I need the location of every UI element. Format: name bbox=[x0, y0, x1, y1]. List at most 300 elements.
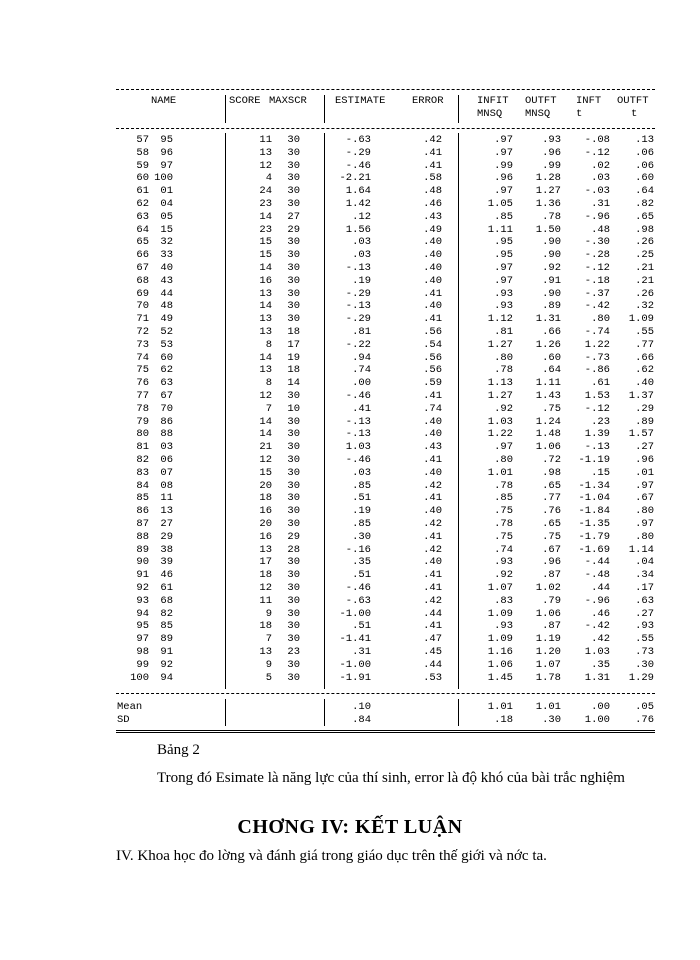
cell-infit-t: -.12 bbox=[584, 402, 610, 415]
cell-person-id: 61 bbox=[160, 582, 173, 594]
cell-infit-mnsq: 1.27 bbox=[487, 390, 513, 402]
cell-infit-t: -.74 bbox=[584, 326, 610, 338]
table-caption: Bảng 2 bbox=[157, 742, 200, 758]
cell-infit-t: -.96 bbox=[584, 594, 610, 607]
cell-person-id: 15 bbox=[160, 223, 173, 236]
chapter-title: CHƠNG IV: KẾT LUẬN bbox=[237, 816, 463, 838]
cell-entry-number: 61 bbox=[136, 185, 149, 198]
cell-person-id: 97 bbox=[160, 159, 173, 172]
summary-infit-mnsq: .18 bbox=[494, 714, 513, 726]
cell-error: .40 bbox=[423, 466, 442, 479]
cell-outfit-mnsq: .67 bbox=[542, 543, 561, 556]
cell-infit-mnsq: .92 bbox=[494, 402, 513, 415]
cell-infit-t: -1.69 bbox=[578, 543, 610, 556]
cell-infit-mnsq: .81 bbox=[494, 326, 513, 338]
cell-outfit-t: .65 bbox=[635, 210, 654, 223]
cell-entry-number: 83 bbox=[136, 466, 149, 479]
cell-infit-t: .35 bbox=[591, 658, 610, 671]
summary-estimate: .84 bbox=[352, 714, 371, 726]
cell-infit-t: -1.35 bbox=[578, 518, 610, 530]
cell-maxscr: 30 bbox=[287, 658, 300, 671]
cell-entry-number: 89 bbox=[136, 543, 149, 556]
cell-outfit-t: .17 bbox=[635, 582, 654, 594]
cell-score: 9 bbox=[265, 607, 272, 620]
cell-estimate: -.16 bbox=[345, 543, 371, 556]
cell-score: 11 bbox=[259, 134, 272, 146]
cell-error: .41 bbox=[423, 569, 442, 582]
cell-error: .53 bbox=[423, 671, 442, 684]
summary-outfit-mnsq: 1.01 bbox=[535, 701, 561, 713]
cell-entry-number: 65 bbox=[136, 236, 149, 249]
cell-estimate: .30 bbox=[352, 530, 371, 543]
cell-estimate: -.46 bbox=[345, 582, 371, 594]
cell-outfit-mnsq: .78 bbox=[542, 210, 561, 223]
cell-infit-mnsq: 1.27 bbox=[487, 338, 513, 351]
cell-score: 14 bbox=[259, 428, 272, 441]
cell-entry-number: 63 bbox=[136, 210, 149, 223]
cell-score: 13 bbox=[259, 313, 272, 326]
cell-outfit-t: .40 bbox=[635, 377, 654, 390]
cell-entry-number: 81 bbox=[136, 441, 149, 454]
cell-entry-number: 100 bbox=[130, 671, 149, 684]
cell-score: 17 bbox=[259, 556, 272, 569]
cell-outfit-mnsq: .64 bbox=[542, 364, 561, 377]
cell-person-id: 89 bbox=[160, 633, 173, 646]
cell-person-id: 68 bbox=[160, 594, 173, 607]
cell-outfit-mnsq: 1.24 bbox=[535, 415, 561, 428]
cell-estimate: -.29 bbox=[345, 146, 371, 159]
summary-infit-t: .00 bbox=[591, 701, 610, 713]
table-summary-rule bbox=[116, 693, 655, 694]
cell-entry-number: 86 bbox=[136, 505, 149, 518]
cell-error: .42 bbox=[423, 479, 442, 492]
cell-score: 7 bbox=[265, 633, 272, 646]
cell-estimate: .81 bbox=[352, 326, 371, 338]
cell-outfit-mnsq: .90 bbox=[542, 287, 561, 300]
cell-estimate: -1.41 bbox=[339, 633, 371, 646]
cell-infit-t: -1.79 bbox=[578, 530, 610, 543]
summary-label: SD bbox=[117, 714, 130, 726]
cell-error: .40 bbox=[423, 274, 442, 287]
cell-entry-number: 68 bbox=[136, 274, 149, 287]
cell-estimate: -.46 bbox=[345, 390, 371, 402]
cell-person-id: 39 bbox=[160, 556, 173, 569]
cell-outfit-t: .89 bbox=[635, 415, 654, 428]
cell-person-id: 49 bbox=[160, 313, 173, 326]
cell-outfit-mnsq: .96 bbox=[542, 556, 561, 569]
cell-entry-number: 67 bbox=[136, 262, 149, 274]
cell-entry-number: 59 bbox=[136, 159, 149, 172]
cell-score: 20 bbox=[259, 479, 272, 492]
cell-infit-t: 1.53 bbox=[584, 390, 610, 402]
cell-outfit-t: .97 bbox=[635, 479, 654, 492]
cell-infit-t: .80 bbox=[591, 313, 610, 326]
cell-outfit-t: .67 bbox=[635, 492, 654, 505]
cell-maxscr: 29 bbox=[287, 530, 300, 543]
cell-entry-number: 82 bbox=[136, 454, 149, 466]
cell-outfit-t: 1.14 bbox=[628, 543, 654, 556]
cell-infit-mnsq: 1.45 bbox=[487, 671, 513, 684]
cell-outfit-mnsq: .75 bbox=[542, 530, 561, 543]
cell-score: 14 bbox=[259, 262, 272, 274]
cell-estimate: .00 bbox=[352, 377, 371, 390]
header-outft-t: t bbox=[631, 108, 638, 120]
cell-infit-t: -.42 bbox=[584, 300, 610, 313]
cell-entry-number: 64 bbox=[136, 223, 149, 236]
cell-maxscr: 17 bbox=[287, 338, 300, 351]
cell-infit-mnsq: 1.12 bbox=[487, 313, 513, 326]
cell-outfit-mnsq: .90 bbox=[542, 236, 561, 249]
cell-score: 13 bbox=[259, 364, 272, 377]
cell-infit-mnsq: .95 bbox=[494, 236, 513, 249]
cell-outfit-t: .04 bbox=[635, 556, 654, 569]
cell-maxscr: 14 bbox=[287, 377, 300, 390]
cell-error: .41 bbox=[423, 390, 442, 402]
cell-score: 8 bbox=[265, 338, 272, 351]
cell-score: 14 bbox=[259, 210, 272, 223]
cell-infit-mnsq: 1.09 bbox=[487, 633, 513, 646]
cell-person-id: 29 bbox=[160, 530, 173, 543]
column-separator bbox=[458, 699, 459, 726]
cell-infit-mnsq: .97 bbox=[494, 134, 513, 146]
summary-outfit-mnsq: .30 bbox=[542, 714, 561, 726]
cell-infit-mnsq: .97 bbox=[494, 185, 513, 198]
cell-score: 11 bbox=[259, 594, 272, 607]
cell-estimate: .19 bbox=[352, 505, 371, 518]
summary-estimate: .10 bbox=[352, 701, 371, 713]
cell-person-id: 27 bbox=[160, 518, 173, 530]
header-outft: OUTFT bbox=[617, 95, 649, 107]
cell-infit-t: -.18 bbox=[584, 274, 610, 287]
cell-infit-mnsq: .93 bbox=[494, 300, 513, 313]
cell-maxscr: 30 bbox=[287, 300, 300, 313]
cell-outfit-t: .80 bbox=[635, 505, 654, 518]
cell-entry-number: 98 bbox=[136, 646, 149, 658]
cell-infit-mnsq: .93 bbox=[494, 620, 513, 633]
cell-outfit-mnsq: .93 bbox=[542, 134, 561, 146]
cell-entry-number: 77 bbox=[136, 390, 149, 402]
cell-error: .42 bbox=[423, 594, 442, 607]
cell-outfit-t: .82 bbox=[635, 198, 654, 210]
cell-infit-mnsq: 1.11 bbox=[487, 223, 513, 236]
cell-infit-t: .23 bbox=[591, 415, 610, 428]
cell-person-id: 70 bbox=[160, 402, 173, 415]
cell-outfit-t: .21 bbox=[635, 262, 654, 274]
cell-entry-number: 97 bbox=[136, 633, 149, 646]
cell-score: 9 bbox=[265, 658, 272, 671]
cell-outfit-mnsq: .87 bbox=[542, 569, 561, 582]
cell-outfit-t: .96 bbox=[635, 454, 654, 466]
cell-outfit-mnsq: 1.27 bbox=[535, 185, 561, 198]
cell-score: 15 bbox=[259, 249, 272, 262]
cell-estimate: 1.64 bbox=[345, 185, 371, 198]
cell-outfit-mnsq: 1.78 bbox=[535, 671, 561, 684]
cell-infit-t: -.12 bbox=[584, 262, 610, 274]
cell-person-id: 96 bbox=[160, 146, 173, 159]
cell-person-id: 91 bbox=[160, 646, 173, 658]
cell-score: 8 bbox=[265, 377, 272, 390]
cell-outfit-mnsq: .65 bbox=[542, 479, 561, 492]
cell-error: .43 bbox=[423, 441, 442, 454]
cell-outfit-mnsq: 1.43 bbox=[535, 390, 561, 402]
cell-score: 18 bbox=[259, 620, 272, 633]
cell-score: 23 bbox=[259, 223, 272, 236]
cell-estimate: 1.03 bbox=[345, 441, 371, 454]
cell-error: .41 bbox=[423, 287, 442, 300]
cell-infit-t: -.12 bbox=[584, 146, 610, 159]
column-separator bbox=[324, 699, 325, 726]
column-separator bbox=[225, 95, 226, 123]
header-outfit-mnsq: MNSQ bbox=[525, 108, 551, 120]
cell-estimate: -.13 bbox=[345, 428, 371, 441]
cell-infit-mnsq: 1.01 bbox=[487, 466, 513, 479]
cell-person-id: 85 bbox=[160, 620, 173, 633]
cell-error: .58 bbox=[423, 172, 442, 185]
cell-outfit-mnsq: 1.28 bbox=[535, 172, 561, 185]
cell-outfit-mnsq: .76 bbox=[542, 505, 561, 518]
cell-error: .41 bbox=[423, 159, 442, 172]
cell-outfit-t: .77 bbox=[635, 338, 654, 351]
cell-outfit-t: .66 bbox=[635, 351, 654, 364]
cell-person-id: 62 bbox=[160, 364, 173, 377]
cell-infit-mnsq: .97 bbox=[494, 441, 513, 454]
column-separator bbox=[225, 133, 226, 689]
cell-outfit-t: .21 bbox=[635, 274, 654, 287]
cell-outfit-t: .26 bbox=[635, 236, 654, 249]
cell-infit-mnsq: 1.06 bbox=[487, 658, 513, 671]
cell-outfit-mnsq: 1.07 bbox=[535, 658, 561, 671]
cell-error: .41 bbox=[423, 492, 442, 505]
cell-person-id: 01 bbox=[160, 185, 173, 198]
summary-infit-mnsq: 1.01 bbox=[487, 701, 513, 713]
cell-person-id: 04 bbox=[160, 198, 173, 210]
cell-entry-number: 58 bbox=[136, 146, 149, 159]
cell-score: 4 bbox=[265, 172, 272, 185]
cell-maxscr: 30 bbox=[287, 492, 300, 505]
cell-outfit-mnsq: .91 bbox=[542, 274, 561, 287]
header-name: NAME bbox=[151, 95, 177, 107]
cell-infit-t: -.13 bbox=[584, 441, 610, 454]
cell-infit-mnsq: .74 bbox=[494, 543, 513, 556]
cell-infit-t: .31 bbox=[591, 198, 610, 210]
cell-person-id: 60 bbox=[160, 351, 173, 364]
cell-infit-t: -1.84 bbox=[578, 505, 610, 518]
cell-outfit-mnsq: .87 bbox=[542, 620, 561, 633]
cell-outfit-mnsq: .72 bbox=[542, 454, 561, 466]
cell-infit-t: -.08 bbox=[584, 134, 610, 146]
cell-outfit-mnsq: .89 bbox=[542, 300, 561, 313]
cell-estimate: .85 bbox=[352, 479, 371, 492]
cell-outfit-t: .60 bbox=[635, 172, 654, 185]
cell-entry-number: 66 bbox=[136, 249, 149, 262]
cell-error: .42 bbox=[423, 134, 442, 146]
cell-score: 7 bbox=[265, 402, 272, 415]
cell-outfit-mnsq: 1.26 bbox=[535, 338, 561, 351]
cell-score: 23 bbox=[259, 198, 272, 210]
cell-outfit-t: 1.57 bbox=[628, 428, 654, 441]
summary-infit-t: 1.00 bbox=[584, 714, 610, 726]
cell-infit-mnsq: .93 bbox=[494, 287, 513, 300]
cell-estimate: .03 bbox=[352, 466, 371, 479]
cell-estimate: .12 bbox=[352, 210, 371, 223]
cell-maxscr: 30 bbox=[287, 415, 300, 428]
cell-estimate: -.63 bbox=[345, 594, 371, 607]
cell-person-id: 52 bbox=[160, 326, 173, 338]
cell-estimate: -.29 bbox=[345, 287, 371, 300]
cell-person-id: 82 bbox=[160, 607, 173, 620]
cell-error: .56 bbox=[423, 364, 442, 377]
table-top-rule bbox=[116, 89, 655, 90]
cell-maxscr: 30 bbox=[287, 466, 300, 479]
cell-infit-t: -.96 bbox=[584, 210, 610, 223]
cell-outfit-mnsq: .60 bbox=[542, 351, 561, 364]
cell-maxscr: 30 bbox=[287, 454, 300, 466]
cell-outfit-mnsq: .96 bbox=[542, 146, 561, 159]
cell-error: .44 bbox=[423, 658, 442, 671]
cell-infit-mnsq: .96 bbox=[494, 172, 513, 185]
cell-maxscr: 19 bbox=[287, 351, 300, 364]
cell-error: .43 bbox=[423, 210, 442, 223]
cell-error: .41 bbox=[423, 530, 442, 543]
cell-outfit-t: 1.37 bbox=[628, 390, 654, 402]
cell-score: 14 bbox=[259, 351, 272, 364]
cell-person-id: 05 bbox=[160, 210, 173, 223]
cell-maxscr: 30 bbox=[287, 505, 300, 518]
cell-entry-number: 69 bbox=[136, 287, 149, 300]
cell-maxscr: 27 bbox=[287, 210, 300, 223]
cell-score: 18 bbox=[259, 569, 272, 582]
cell-outfit-mnsq: .90 bbox=[542, 249, 561, 262]
cell-person-id: 40 bbox=[160, 262, 173, 274]
column-separator bbox=[458, 95, 459, 123]
cell-score: 12 bbox=[259, 159, 272, 172]
cell-person-id: 100 bbox=[154, 172, 173, 185]
cell-error: .47 bbox=[423, 633, 442, 646]
cell-score: 12 bbox=[259, 454, 272, 466]
cell-person-id: 48 bbox=[160, 300, 173, 313]
header-error: ERROR bbox=[412, 95, 444, 107]
cell-score: 12 bbox=[259, 390, 272, 402]
cell-outfit-mnsq: 1.50 bbox=[535, 223, 561, 236]
cell-infit-mnsq: 1.07 bbox=[487, 582, 513, 594]
cell-maxscr: 30 bbox=[287, 620, 300, 633]
cell-error: .45 bbox=[423, 646, 442, 658]
cell-score: 13 bbox=[259, 646, 272, 658]
cell-maxscr: 18 bbox=[287, 326, 300, 338]
cell-entry-number: 80 bbox=[136, 428, 149, 441]
cell-person-id: 67 bbox=[160, 390, 173, 402]
cell-person-id: 33 bbox=[160, 249, 173, 262]
cell-person-id: 86 bbox=[160, 415, 173, 428]
cell-person-id: 38 bbox=[160, 543, 173, 556]
cell-maxscr: 30 bbox=[287, 633, 300, 646]
cell-error: .40 bbox=[423, 415, 442, 428]
cell-score: 15 bbox=[259, 236, 272, 249]
cell-entry-number: 74 bbox=[136, 351, 149, 364]
cell-infit-t: 1.03 bbox=[584, 646, 610, 658]
cell-infit-t: -.48 bbox=[584, 569, 610, 582]
cell-error: .49 bbox=[423, 223, 442, 236]
cell-entry-number: 76 bbox=[136, 377, 149, 390]
cell-outfit-t: .26 bbox=[635, 287, 654, 300]
cell-maxscr: 30 bbox=[287, 185, 300, 198]
cell-infit-mnsq: .75 bbox=[494, 530, 513, 543]
cell-infit-mnsq: .78 bbox=[494, 364, 513, 377]
cell-score: 15 bbox=[259, 466, 272, 479]
cell-person-id: 92 bbox=[160, 658, 173, 671]
cell-infit-t: -.37 bbox=[584, 287, 610, 300]
cell-infit-t: .48 bbox=[591, 223, 610, 236]
cell-entry-number: 90 bbox=[136, 556, 149, 569]
cell-error: .41 bbox=[423, 146, 442, 159]
cell-maxscr: 18 bbox=[287, 364, 300, 377]
cell-entry-number: 62 bbox=[136, 198, 149, 210]
cell-estimate: -.29 bbox=[345, 313, 371, 326]
table-header-rule bbox=[116, 128, 655, 129]
cell-error: .40 bbox=[423, 428, 442, 441]
cell-outfit-mnsq: .92 bbox=[542, 262, 561, 274]
cell-score: 14 bbox=[259, 300, 272, 313]
cell-error: .40 bbox=[423, 262, 442, 274]
cell-person-id: 11 bbox=[160, 492, 173, 505]
cell-infit-mnsq: .85 bbox=[494, 210, 513, 223]
cell-error: .40 bbox=[423, 505, 442, 518]
cell-infit-mnsq: 1.05 bbox=[487, 198, 513, 210]
cell-infit-t: .61 bbox=[591, 377, 610, 390]
cell-error: .40 bbox=[423, 249, 442, 262]
cell-maxscr: 28 bbox=[287, 543, 300, 556]
cell-maxscr: 23 bbox=[287, 646, 300, 658]
cell-entry-number: 95 bbox=[136, 620, 149, 633]
cell-error: .56 bbox=[423, 326, 442, 338]
cell-maxscr: 30 bbox=[287, 569, 300, 582]
cell-infit-t: 1.39 bbox=[584, 428, 610, 441]
cell-score: 13 bbox=[259, 326, 272, 338]
cell-error: .40 bbox=[423, 556, 442, 569]
cell-maxscr: 30 bbox=[287, 582, 300, 594]
cell-entry-number: 71 bbox=[136, 313, 149, 326]
cell-error: .41 bbox=[423, 313, 442, 326]
cell-outfit-mnsq: .98 bbox=[542, 466, 561, 479]
cell-error: .41 bbox=[423, 620, 442, 633]
cell-estimate: -.63 bbox=[345, 134, 371, 146]
cell-maxscr: 30 bbox=[287, 313, 300, 326]
cell-entry-number: 73 bbox=[136, 338, 149, 351]
summary-outfit-t: .05 bbox=[635, 701, 654, 713]
header-estimate: ESTIMATE bbox=[335, 95, 386, 107]
cell-estimate: -.46 bbox=[345, 454, 371, 466]
cell-score: 20 bbox=[259, 518, 272, 530]
cell-score: 13 bbox=[259, 287, 272, 300]
cell-infit-t: 1.22 bbox=[584, 338, 610, 351]
cell-maxscr: 30 bbox=[287, 172, 300, 185]
cell-error: .48 bbox=[423, 185, 442, 198]
cell-infit-t: -.42 bbox=[584, 620, 610, 633]
header-infit-mnsq: MNSQ bbox=[477, 108, 503, 120]
cell-infit-mnsq: .97 bbox=[494, 262, 513, 274]
cell-error: .74 bbox=[423, 402, 442, 415]
cell-outfit-mnsq: .65 bbox=[542, 518, 561, 530]
cell-score: 14 bbox=[259, 415, 272, 428]
cell-error: .54 bbox=[423, 338, 442, 351]
summary-label: Mean bbox=[117, 701, 143, 713]
cell-maxscr: 30 bbox=[287, 390, 300, 402]
cell-outfit-t: 1.29 bbox=[628, 671, 654, 684]
cell-score: 13 bbox=[259, 543, 272, 556]
cell-estimate: -1.91 bbox=[339, 671, 371, 684]
cell-entry-number: 78 bbox=[136, 402, 149, 415]
cell-infit-t: .15 bbox=[591, 466, 610, 479]
